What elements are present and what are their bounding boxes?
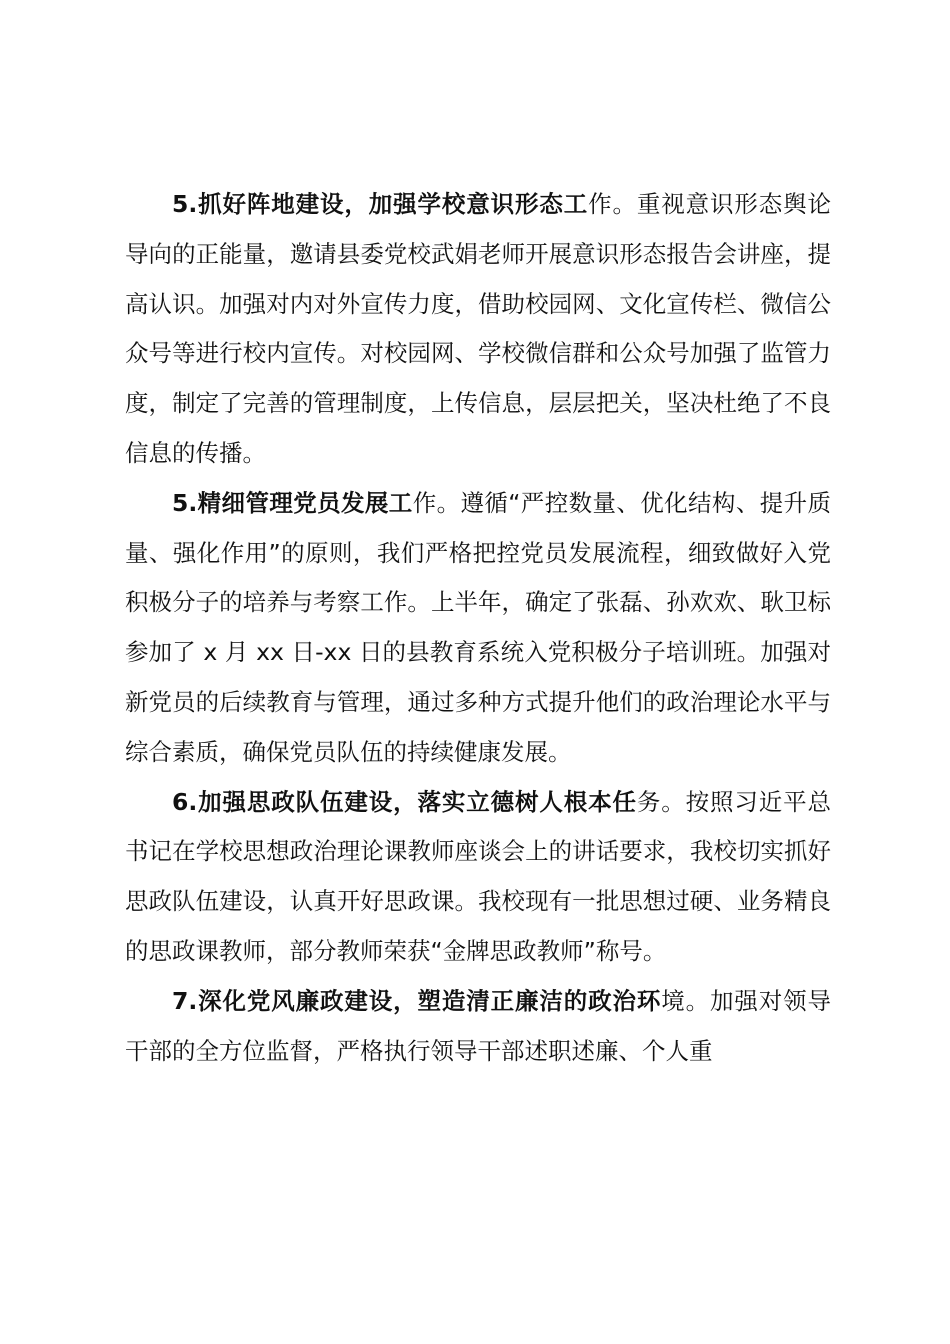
paragraph-6 bbox=[125, 778, 831, 977]
document-page bbox=[125, 180, 831, 1076]
paragraph-5b bbox=[125, 479, 831, 778]
paragraph-body: 作。遵循“严控数量、优化结构、提升质量、强化作用”的原则，我们严格把控党员发展流程，细致做好入党积极分子的培养与考察工作。上半年，确定了张磊、孙欢欢、耿卫标参加了 x 月 xx 日-xx 日的县教育系统入党积极分子培训班。加强对新党员的后续教育与管理，通过多种方式提升他们的政治理论水平与综合素质，确保党员队伍的持续健康发展。 bbox=[125, 488, 831, 766]
paragraph-body: 作。重视意识形态舆论导向的正能量，邀请县委党校武娟老师开展意识形态报告会讲座，提高认识。加强对内对外宣传力度，借助校园网、文化宣传栏、微信公众号等进行校内宣传。对校园网、学校微信群和公众号加强了监管力度，制定了完善的管理制度，上传信息，层层把关，坚决杜绝了不良信息的传播。 bbox=[125, 190, 832, 467]
paragraph-body: 境。加强对领导干部的全方位监督，严格执行领导干部述职述廉、个人重 bbox=[125, 986, 832, 1065]
paragraph-5a bbox=[125, 180, 831, 479]
paragraph-heading: 7.深化党风廉政建设，塑造清正廉洁的政治环 bbox=[172, 986, 662, 1015]
paragraph-body: 务。按照习近平总书记在学校思想政治理论课教师座谈会上的讲话要求，我校切实抓好思政队伍建设，认真开好思政课。我校现有一批思想过硬、业务精良的思政课教师，部分教师荣获“金牌思政教师”称号。 bbox=[125, 787, 832, 965]
paragraph-heading: 5.精细管理党员发展工 bbox=[172, 488, 413, 517]
paragraph-7 bbox=[125, 977, 831, 1077]
paragraph-heading: 5.抓好阵地建设，加强学校意识形态工 bbox=[172, 190, 589, 218]
paragraph-heading: 6.加强思政队伍建设，落实立德树人根本任 bbox=[172, 787, 637, 816]
